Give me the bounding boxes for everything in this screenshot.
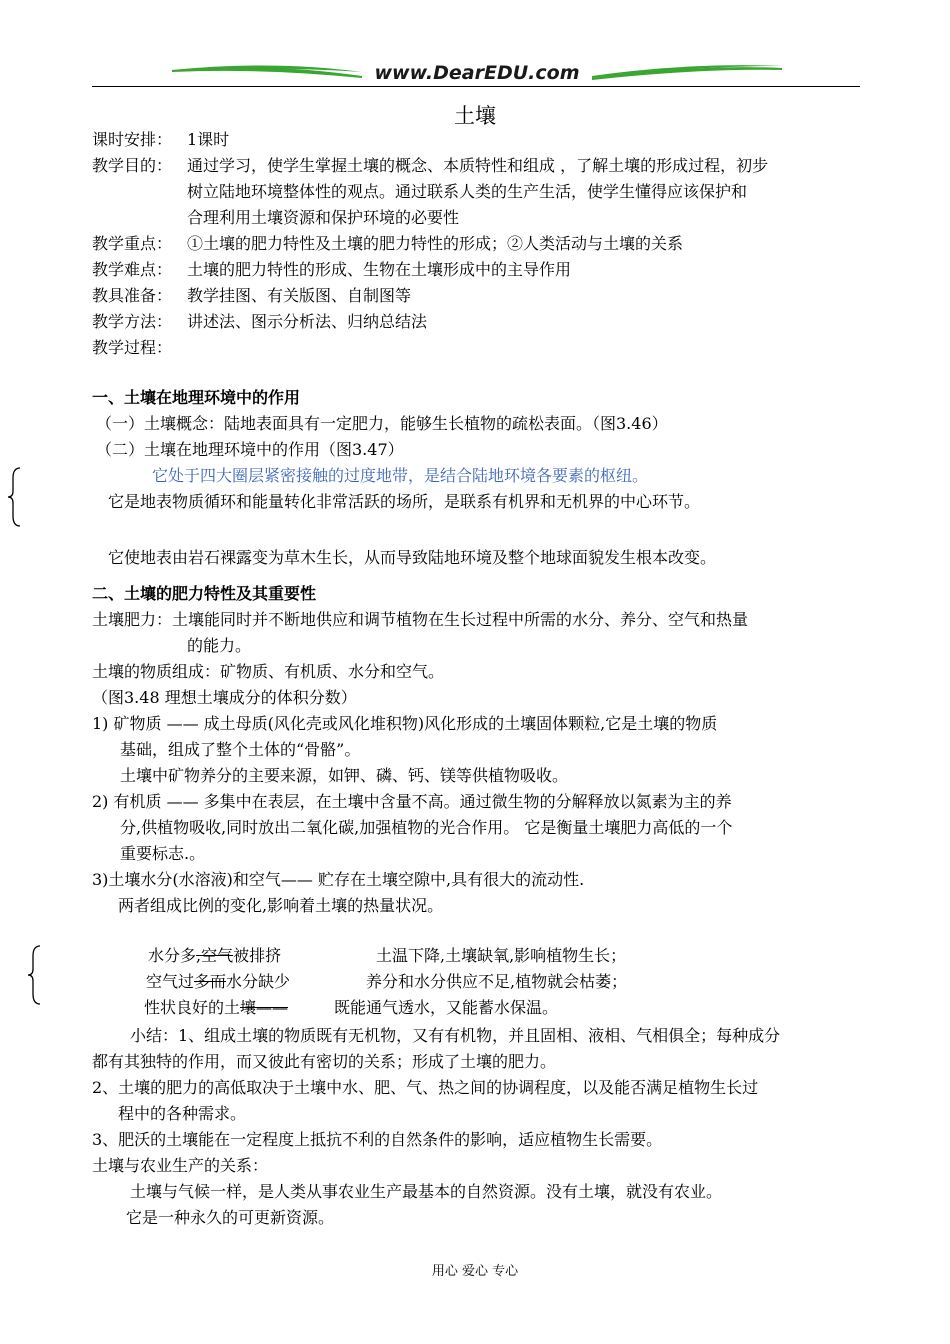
meta-label: 教学难点： [92, 260, 173, 279]
list-item: 1) 矿物质 —— 成土母质(风化壳或风化堆积物)风化形成的土壤固体颗粒,它是土壤的物质 [92, 714, 718, 733]
meta-label: 教学目的： [92, 156, 173, 175]
brace-item-right: 土温下降,土壤缺氧,影响植物生长； [376, 946, 627, 965]
list-item: 2) 有机质 —— 多集中在表层，在土壤中含量不高。通过微生物的分解释放以氮素为主的养 [92, 792, 732, 811]
list-item: 两者组成比例的变化,影响着土壤的热量状况。 [118, 896, 444, 915]
summary-line: 都有其独特的作用，而又彼此有密切的关系；形成了土壤的肥力。 [92, 1052, 557, 1071]
list-item: 重要标志.。 [120, 844, 206, 863]
meta-label: 教具准备： [92, 286, 173, 305]
paragraph: 它是地表物质循环和能量转化非常活跃的场所，是联系有机界和无机界的中心环节。 [108, 492, 701, 511]
brace-icon [6, 466, 22, 528]
summary-line: 2、土壤的肥力的高低取决于土壤中水、肥、气、热之间的协调程度，以及能否满足植物生长过 [92, 1078, 759, 1097]
meta-value: 土壤的肥力特性的形成、生物在土壤形成中的主导作用 [187, 260, 572, 279]
meta-value: 树立陆地环境整体性的观点。通过联系人类的生产生活，使学生懂得应该保护和 [187, 182, 748, 201]
brace-item-right: 既能通气透水，又能蓄水保温。 [334, 998, 559, 1017]
list-item: 基础，组成了整个土体的“骨骼”。 [120, 740, 361, 759]
meta-label: 教学重点： [92, 234, 173, 253]
section-heading: 一、土壤在地理环境中的作用 [92, 388, 301, 407]
paragraph: 土壤与气候一样，是人类从事农业生产最基本的自然资源。没有土壤，就没有农业。 [130, 1182, 723, 1201]
meta-value: 通过学习，使学生掌握土壤的概念、本质特性和组成 ，了解土壤的形成过程，初步 [187, 156, 769, 175]
meta-value: 教学挂图、有关版图、自制图等 [187, 286, 412, 305]
section-heading: 二、土壤的肥力特性及其重要性 [92, 584, 317, 603]
page-footer: 用心 爱心 专心 [431, 1264, 519, 1279]
paragraph: 土壤肥力：土壤能同时并不断地供应和调节植物在生长过程中所需的水分、养分、空气和热量 [92, 610, 749, 629]
page-title: 土壤 [454, 104, 496, 128]
meta-value: 合理利用土壤资源和保护环境的必要性 [187, 208, 460, 227]
paragraph: 的能力。 [187, 636, 252, 655]
meta-value: ①土壤的肥力特性及土壤的肥力特性的形成；②人类活动与土壤的关系 [187, 234, 684, 253]
paragraph: 它是一种永久的可更新资源。 [126, 1208, 335, 1227]
paragraph: （一）土壤概念：陆地表面具有一定肥力，能够生长植物的疏松表面。（图3.46） [96, 414, 668, 433]
figure-ref: （图3.48 理想土壤成分的体积分数） [92, 688, 357, 707]
list-item: 分,供植物吸收,同时放出二氧化碳,加强植物的光合作用。 它是衡量土壤肥力高低的一个 [120, 818, 733, 837]
paragraph: （二）土壤在地理环境中的作用（图3.47） [96, 440, 404, 459]
paragraph: 它使地表由岩石裸露变为草木生长，从而导致陆地环境及整个地球面貌发生根本改变。 [108, 548, 717, 567]
brace-item-left: 性状良好的土壤—— [144, 998, 289, 1017]
summary-line: 小结：1、组成土壤的物质既有无机物，又有有机物，并且固相、液相、气相俱全；每种成分 [130, 1026, 781, 1045]
header-rule [92, 86, 860, 87]
summary-line: 3、肥沃的土壤能在一定程度上抵抗不利的自然条件的影响，适应植物生长需要。 [92, 1130, 663, 1149]
brace-item-left: 水分多,空气被排挤 [148, 946, 282, 965]
meta-value: 1课时 [187, 130, 230, 149]
brace-icon [26, 944, 42, 1006]
paragraph: 土壤的物质组成：矿物质、有机质、水分和空气。 [92, 662, 445, 681]
meta-value: 讲述法、图示分析法、归纳总结法 [187, 312, 428, 331]
list-item: 土壤中矿物养分的主要来源，如钾、磷、钙、镁等供植物吸收。 [120, 766, 569, 785]
brace-item-left: 空气过多而水分缺少 [146, 972, 291, 991]
site-name: www.DearEDU.com [374, 62, 580, 84]
meta-label: 教学过程： [92, 338, 173, 357]
brace-item-right: 养分和水分供应不足,植物就会枯萎； [366, 972, 628, 991]
paragraph: 土壤与农业生产的关系： [92, 1156, 269, 1175]
summary-line: 程中的各种需求。 [118, 1104, 247, 1123]
list-item: 3)土壤水分(水溶液)和空气—— 贮存在土壤空隙中,具有很大的流动性. [92, 870, 585, 889]
highlight-line: 它处于四大圈层紧密接触的过度地带，是结合陆地环境各要素的枢纽。 [152, 466, 649, 485]
meta-label: 课时安排： [92, 130, 173, 149]
meta-label: 教学方法： [92, 312, 173, 331]
